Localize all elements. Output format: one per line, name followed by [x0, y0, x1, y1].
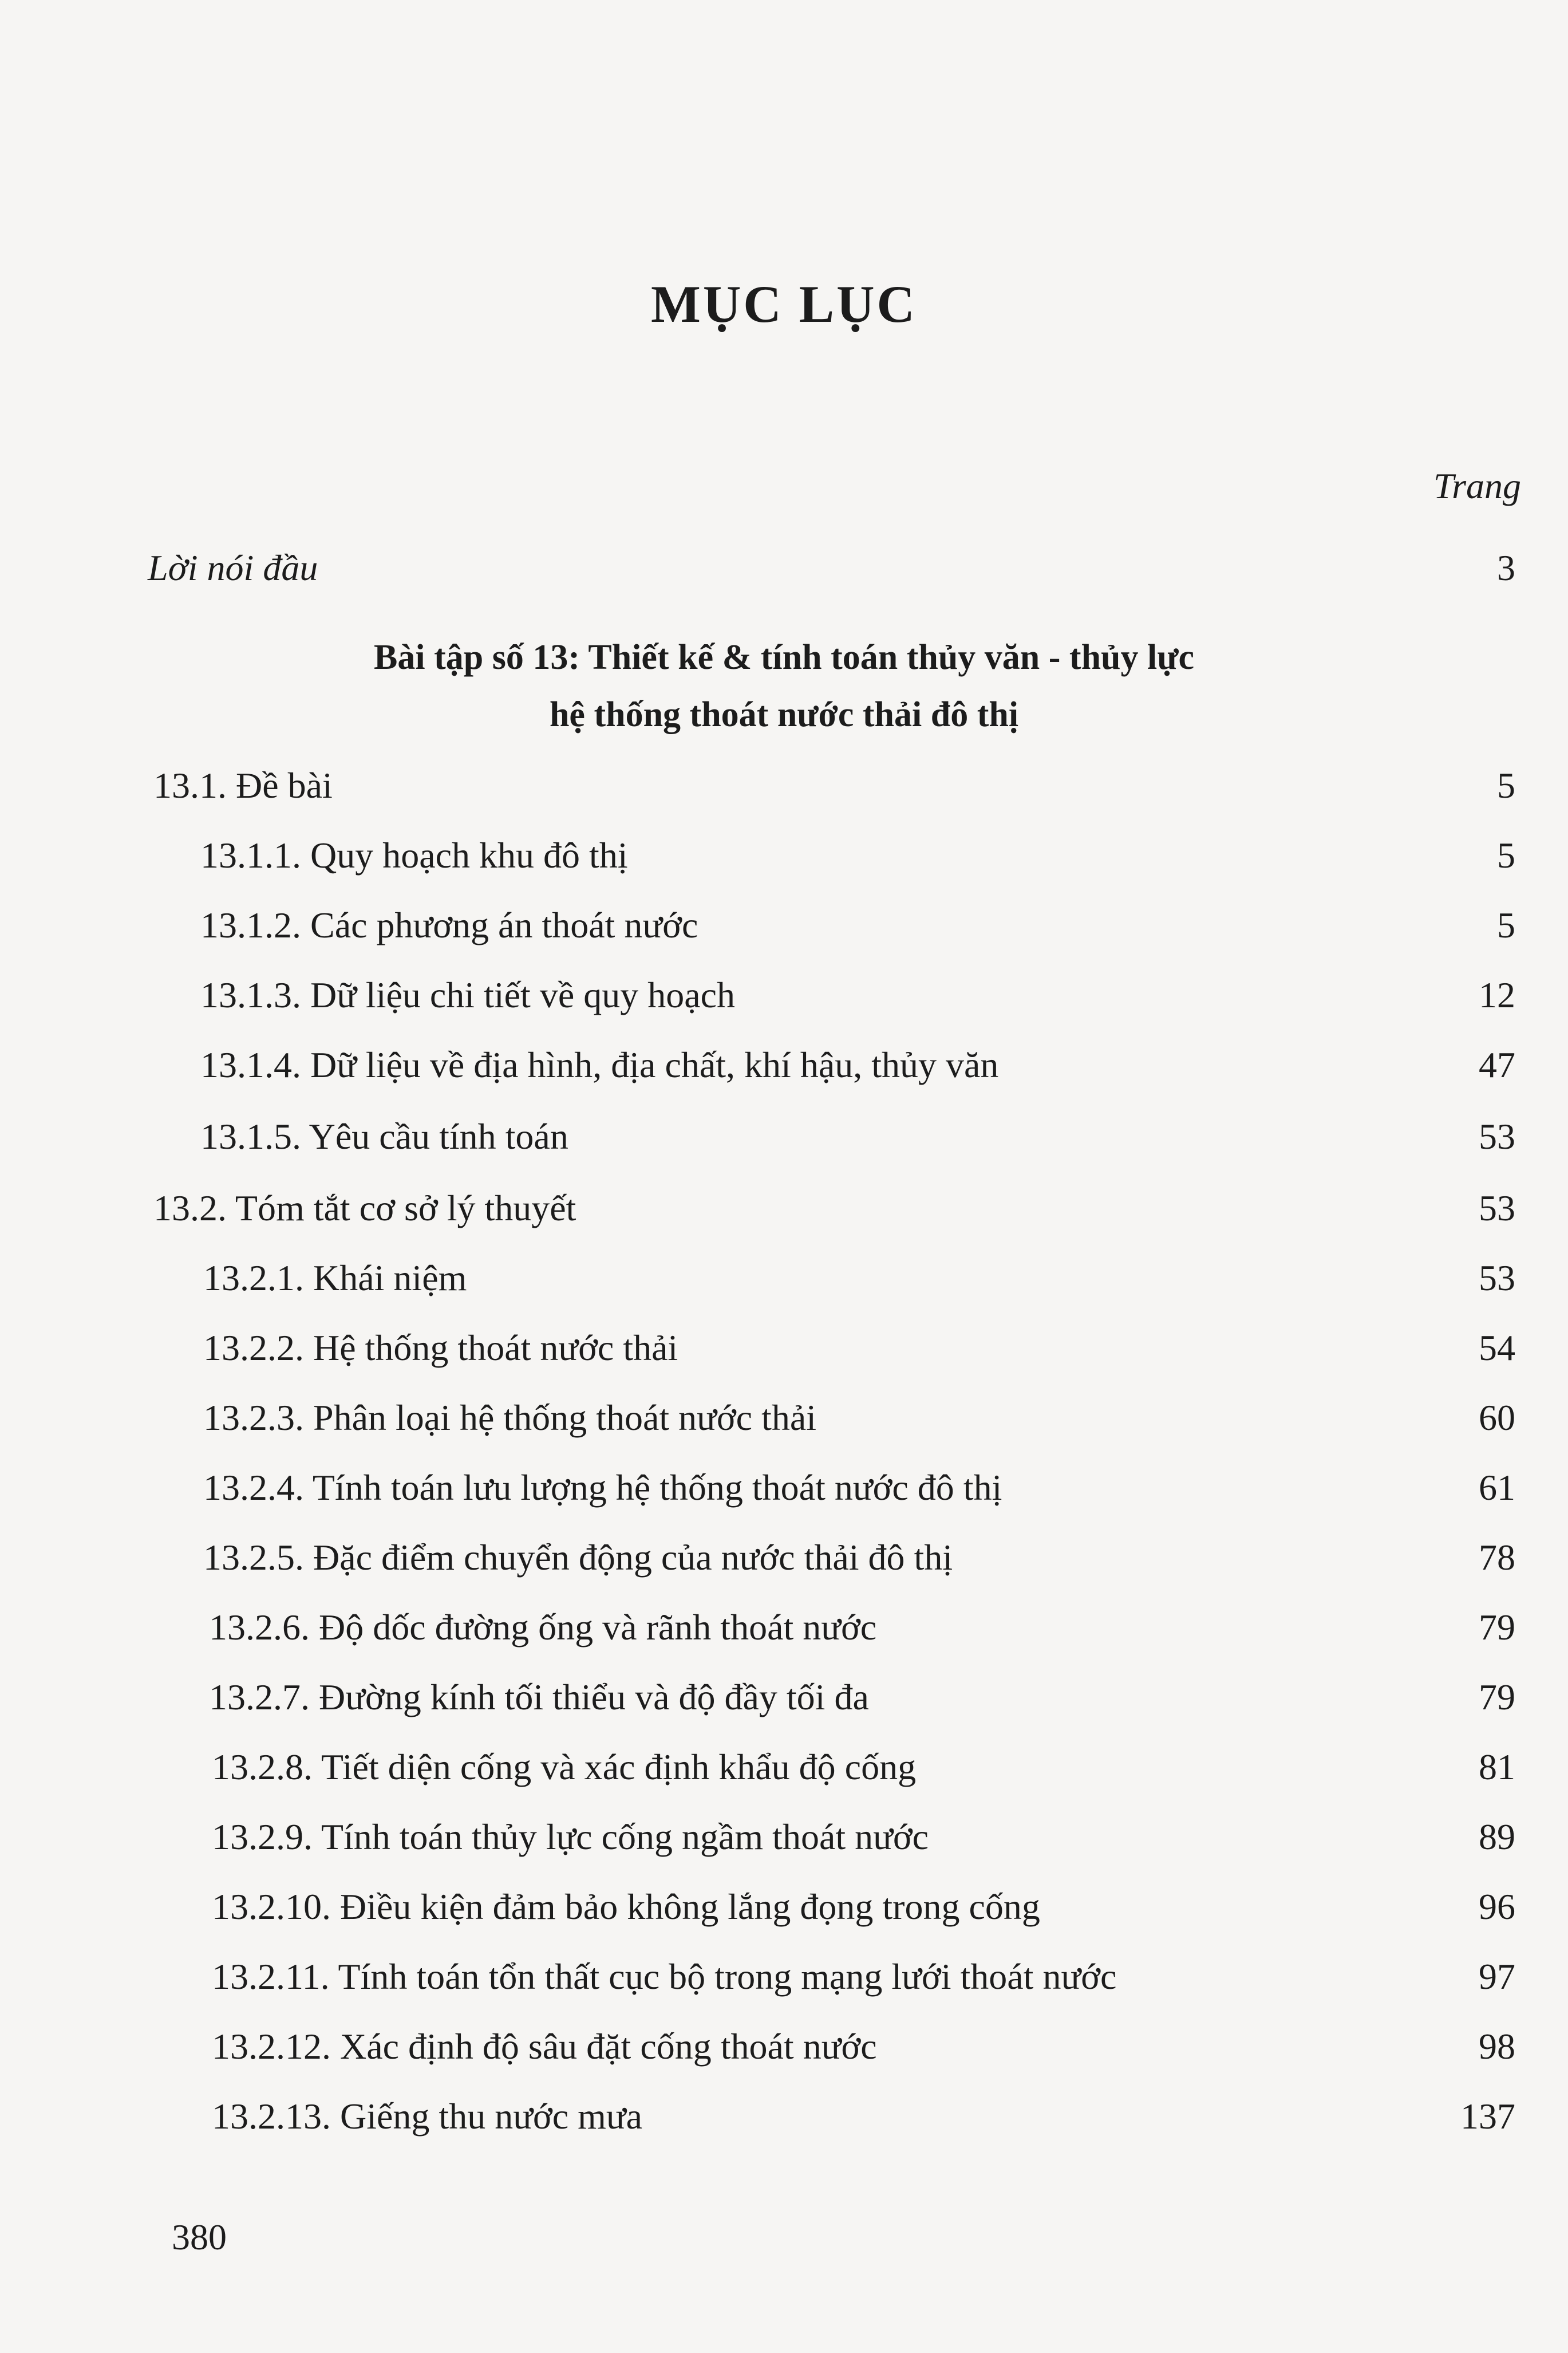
section-heading [0, 629, 1568, 743]
toc-entry-label: 13.2.1. Khái niệm [203, 1258, 467, 1298]
toc-entry[interactable] [200, 1114, 1515, 1160]
section-heading-line-2: hệ thống thoát nước thải đô thị [549, 695, 1019, 734]
toc-entry[interactable] [212, 1814, 1515, 1860]
toc-entry-page: 47 [1479, 1045, 1515, 1085]
toc-entry[interactable] [203, 1325, 1515, 1371]
toc-entry-label: 13.1.3. Dữ liệu chi tiết về quy hoạch [200, 975, 736, 1015]
toc-entry-label: 13.2.11. Tính toán tổn thất cục bộ trong mạng lưới thoát nước [212, 1956, 1117, 1997]
toc-entry[interactable] [209, 1605, 1515, 1650]
toc-entry-page: 137 [1460, 2096, 1515, 2137]
toc-entry[interactable] [212, 1744, 1515, 1790]
toc-entry-page: 97 [1479, 1956, 1515, 1997]
toc-entry-label: 13.2.6. Độ dốc đường ống và rãnh thoát nước [209, 1607, 877, 1648]
toc-entry[interactable] [203, 1255, 1515, 1301]
toc-entry-page: 81 [1479, 1747, 1515, 1787]
toc-entry-page: 3 [1497, 547, 1515, 588]
toc-entry-page: 98 [1479, 2026, 1515, 2067]
toc-entry-page: 53 [1479, 1258, 1515, 1298]
toc-entry-label: 13.2.9. Tính toán thủy lực cống ngầm thoát nước [212, 1816, 929, 1857]
toc-entry-page: 53 [1479, 1188, 1515, 1228]
toc-entry[interactable] [153, 763, 1515, 809]
toc-entry-label: 13.2.12. Xác định độ sâu đặt cống thoát nước [212, 2026, 877, 2067]
toc-entry[interactable] [212, 1954, 1515, 2000]
toc-entry-page: 78 [1479, 1537, 1515, 1578]
toc-entry-label: 13.2.8. Tiết diện cống và xác định khẩu độ cống [212, 1747, 917, 1787]
toc-entry-page: 5 [1497, 905, 1515, 945]
toc-entry-page: 89 [1479, 1816, 1515, 1857]
page-number: 380 [172, 2217, 227, 2257]
toc-entry[interactable] [200, 833, 1515, 878]
page-column-label: Trang [1433, 466, 1521, 506]
toc-entry[interactable] [153, 1185, 1515, 1231]
toc-entry-label: 13.1. Đề bài [153, 765, 333, 806]
toc-entry[interactable] [203, 1535, 1515, 1581]
toc-entry-label: 13.1.2. Các phương án thoát nước [200, 905, 698, 945]
toc-entry-label: 13.2.4. Tính toán lưu lượng hệ thống thoát nước đô thị [203, 1467, 1002, 1508]
toc-entry-page: 5 [1497, 835, 1515, 876]
toc-entry-page: 12 [1479, 975, 1515, 1015]
toc-entry-page: 5 [1497, 765, 1515, 806]
toc-entry[interactable] [200, 902, 1515, 948]
toc-entry[interactable] [203, 1395, 1515, 1441]
toc-entry-foreword[interactable] [148, 545, 1515, 591]
toc-entry[interactable] [200, 972, 1515, 1018]
toc-entry-label: 13.1.4. Dữ liệu về địa hình, địa chất, khí hậu, thủy văn [200, 1045, 999, 1085]
toc-entry-label: 13.2. Tóm tắt cơ sở lý thuyết [153, 1188, 576, 1228]
toc-entry-label: 13.2.3. Phân loại hệ thống thoát nước thải [203, 1397, 817, 1438]
toc-entry-label: 13.1.5. Yêu cầu tính toán [200, 1116, 568, 1157]
toc-entry-label: 13.2.2. Hệ thống thoát nước thải [203, 1327, 678, 1368]
toc-entry[interactable] [212, 2024, 1515, 2070]
section-heading-line-1: Bài tập số 13: Thiết kế & tính toán thủy văn - thủy lực [374, 638, 1194, 677]
toc-entry-page: 79 [1479, 1607, 1515, 1648]
toc-entry[interactable] [209, 1674, 1515, 1720]
toc-entry-page: 54 [1479, 1327, 1515, 1368]
toc-entry[interactable] [200, 1042, 1515, 1088]
toc-entry-page: 79 [1479, 1677, 1515, 1717]
toc-entry-page: 60 [1479, 1397, 1515, 1438]
toc-entry-label: 13.2.7. Đường kính tối thiểu và độ đầy tối đa [209, 1677, 869, 1717]
toc-entry-label: 13.2.5. Đặc điểm chuyển động của nước thải đô thị [203, 1537, 953, 1578]
toc-entry-page: 53 [1479, 1116, 1515, 1157]
toc-entry-label: 13.2.10. Điều kiện đảm bảo không lắng đọng trong cống [212, 1886, 1040, 1927]
toc-entry[interactable] [203, 1465, 1515, 1511]
toc-entry-label: 13.2.13. Giếng thu nước mưa [212, 2096, 642, 2137]
toc-entry-label: 13.1.1. Quy hoạch khu đô thị [200, 835, 628, 876]
toc-entry[interactable] [212, 2094, 1515, 2139]
toc-entry-label: Lời nói đầu [148, 547, 318, 588]
toc-entry-page: 96 [1479, 1886, 1515, 1927]
toc-entry-page: 61 [1479, 1467, 1515, 1508]
toc-entry[interactable] [212, 1884, 1515, 1930]
page-title: MỤC LỤC [651, 275, 917, 333]
